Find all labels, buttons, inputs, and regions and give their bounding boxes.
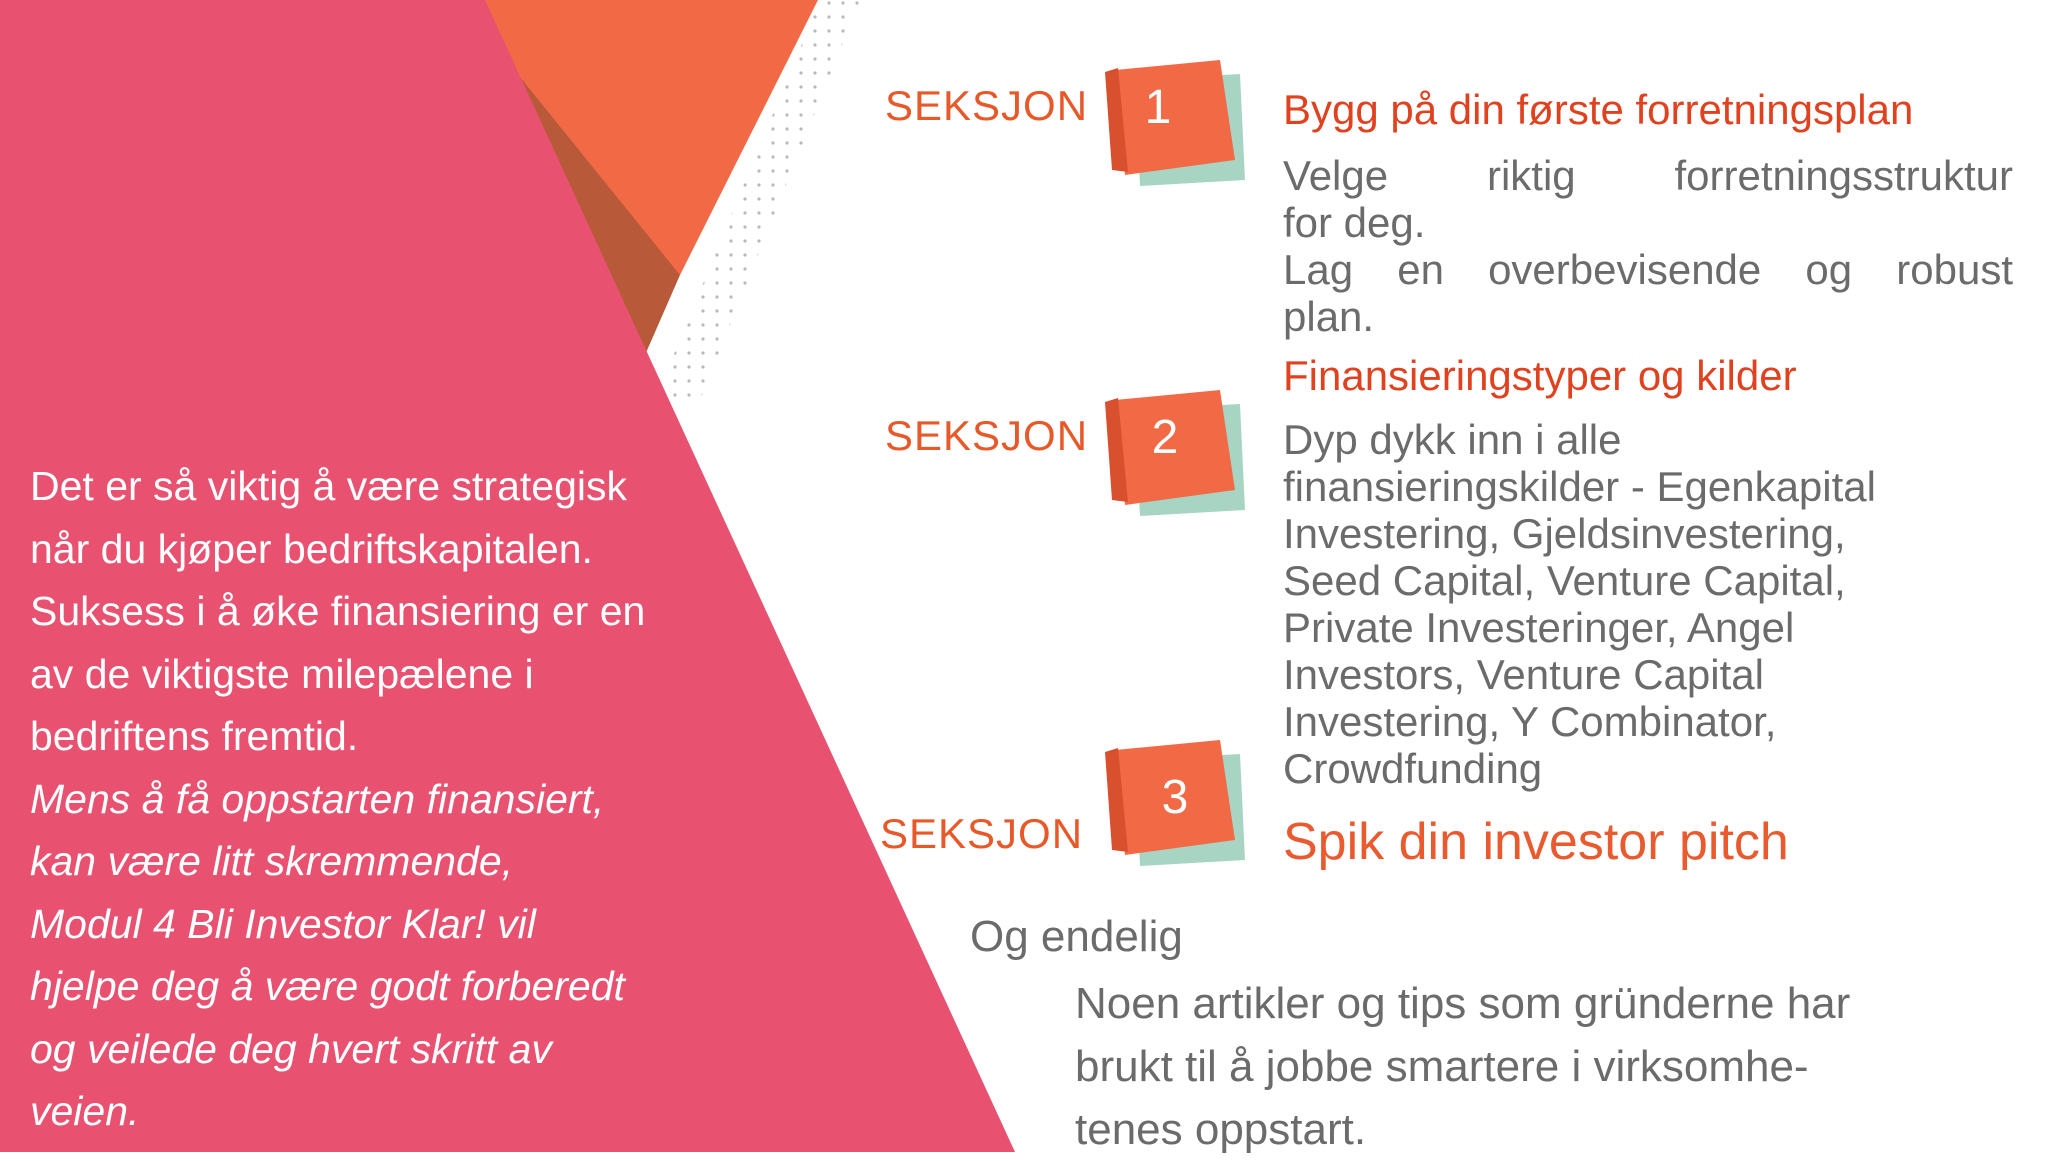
intro-italic-line: Modul 4 Bli Investor Klar! vil bbox=[30, 900, 536, 947]
section-1-body-line bbox=[1283, 246, 2013, 293]
section-1-body-line: plan. bbox=[1283, 293, 1375, 340]
intro-italic-line: og veilede deg hvert skritt av bbox=[30, 1025, 552, 1072]
finale-body bbox=[1075, 972, 1850, 1161]
section-1-label: SEKSJON bbox=[885, 82, 1089, 129]
section-2-body-line: finansieringskilder - Egenkapital bbox=[1283, 463, 1876, 510]
word: robust bbox=[1896, 246, 2013, 293]
finale-line: brukt til å jobbe smartere i virksomhe- bbox=[1075, 1042, 1809, 1091]
word: og bbox=[1805, 246, 1853, 293]
section-3-number: 3 bbox=[1161, 771, 1189, 824]
word: Lag bbox=[1283, 246, 1354, 293]
word: forretningsstruktur bbox=[1674, 152, 2013, 199]
section-1-body-line: for deg. bbox=[1283, 199, 1426, 246]
finale-line: Noen artikler og tips som gründerne har bbox=[1075, 979, 1851, 1028]
section-2-body-line: Crowdfunding bbox=[1283, 745, 1543, 792]
intro-line: Suksess i å øke finansiering er en bbox=[30, 588, 646, 634]
section-2-body bbox=[1283, 416, 1876, 792]
section-3-title: Spik din investor pitch bbox=[1283, 813, 1789, 871]
word: riktig bbox=[1486, 152, 1576, 199]
word: overbevisende bbox=[1488, 246, 1762, 293]
section-2-body-line: Investering, Y Combinator, bbox=[1283, 698, 1777, 745]
finale-title: Og endelig bbox=[970, 912, 1183, 961]
word: en bbox=[1397, 246, 1444, 293]
section-2-number: 2 bbox=[1151, 411, 1179, 464]
section-1-number: 1 bbox=[1144, 81, 1172, 134]
intro-line: Det er så viktig å være strategisk bbox=[30, 463, 627, 509]
section-2-body-line: Investors, Venture Capital bbox=[1283, 651, 1764, 698]
section-2-body-line: Seed Capital, Venture Capital, bbox=[1283, 557, 1846, 604]
section-3-label: SEKSJON bbox=[880, 810, 1084, 857]
intro-italic-line: veien. bbox=[30, 1088, 140, 1134]
section-1-body-line bbox=[1283, 152, 2013, 199]
section-2-label: SEKSJON bbox=[885, 412, 1089, 459]
section-2-title: Finansieringstyper og kilder bbox=[1283, 352, 1797, 399]
word: Velge bbox=[1283, 152, 1389, 199]
intro-italic-line: kan være litt skremmende, bbox=[30, 838, 514, 884]
intro-italic-line: Mens å få oppstarten finansiert, bbox=[30, 775, 605, 822]
intro-paragraph bbox=[30, 455, 730, 1143]
intro-italic-line: hjelpe deg å være godt forberedt bbox=[30, 963, 625, 1009]
section-2-body-line: Investering, Gjeldsinvestering, bbox=[1283, 510, 1846, 557]
section-1-title: Bygg på din første forretningsplan bbox=[1283, 86, 1914, 133]
section-1-body bbox=[1283, 152, 2013, 340]
intro-line: av de viktigste milepælene i bbox=[30, 650, 534, 697]
intro-line: bedriftens fremtid. bbox=[30, 713, 359, 759]
section-2-body-line: Dyp dykk inn i alle bbox=[1283, 416, 1622, 463]
finale-line: tenes oppstart. bbox=[1075, 1105, 1367, 1154]
intro-line: når du kjøper bedriftskapitalen. bbox=[30, 525, 593, 572]
section-2-body-line: Private Investeringer, Angel bbox=[1283, 604, 1795, 651]
